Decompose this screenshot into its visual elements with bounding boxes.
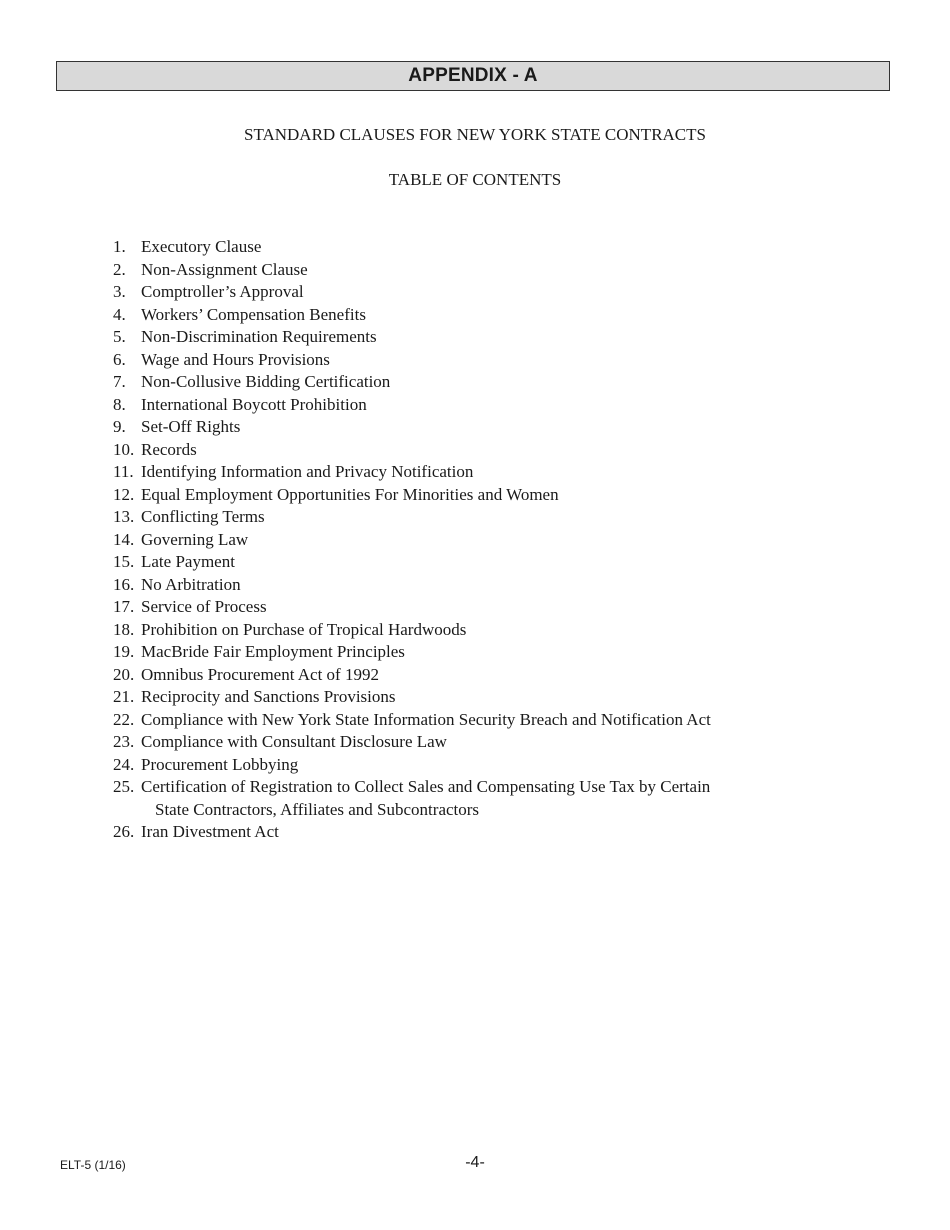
toc-item-label: Records xyxy=(141,439,197,459)
toc-item xyxy=(113,776,813,821)
toc-item-number: 21. xyxy=(113,687,135,706)
toc-item-number: 19. xyxy=(113,642,135,661)
toc-item-number: 15. xyxy=(113,552,135,571)
toc-item xyxy=(113,371,813,394)
toc-item-number: 22. xyxy=(113,709,135,729)
toc-item-label: Compliance with New York State Information Security Breach and Notification Act xyxy=(141,709,711,729)
toc-item-label: Non-Collusive Bidding Certification xyxy=(141,372,391,391)
toc-item-label: Workers’ Compensation Benefits xyxy=(141,304,366,324)
appendix-banner xyxy=(56,61,890,91)
toc-item-label: Identifying Information and Privacy Notification xyxy=(141,462,474,481)
toc-item xyxy=(113,574,813,597)
toc-item-number: 11. xyxy=(113,462,134,481)
toc-item-label: MacBride Fair Employment Principles xyxy=(141,642,405,661)
toc-item xyxy=(113,461,813,484)
toc-item-number: 14. xyxy=(113,529,135,549)
toc-item xyxy=(113,416,813,439)
toc-item-number: 5. xyxy=(113,327,126,346)
toc-item-number: 10. xyxy=(113,439,135,459)
toc-item-number: 17. xyxy=(113,597,135,616)
toc-item-label: Certification of Registration to Collect Sales and Compensating Use Tax by Certain xyxy=(141,777,711,796)
toc-item-label: Non-Assignment Clause xyxy=(141,259,308,279)
toc-item-label: Set-Off Rights xyxy=(141,417,241,436)
toc-item-number: 6. xyxy=(113,349,126,369)
toc-item xyxy=(113,259,813,282)
toc-item-number: 8. xyxy=(113,394,126,414)
toc-item-label: Procurement Lobbying xyxy=(141,754,299,774)
toc-item-text xyxy=(141,776,813,821)
toc-item-number: 24. xyxy=(113,754,135,774)
toc-item-number: 13. xyxy=(113,507,135,526)
toc-item-label: Omnibus Procurement Act of 1992 xyxy=(141,664,379,684)
toc-item-number: 7. xyxy=(113,372,126,391)
toc-item-number: 4. xyxy=(113,304,126,324)
page-number: -4- xyxy=(465,1154,485,1171)
toc-item xyxy=(113,686,813,709)
toc-item-label: Equal Employment Opportunities For Minorities and Women xyxy=(141,484,559,504)
toc-item-number: 16. xyxy=(113,574,135,594)
toc-item xyxy=(113,326,813,349)
toc-item xyxy=(113,439,813,462)
toc-item-number: 12. xyxy=(113,484,135,504)
toc-item xyxy=(113,551,813,574)
toc-item-number: 23. xyxy=(113,732,135,751)
toc-item-number: 1. xyxy=(113,237,126,256)
toc-item-label: Prohibition on Purchase of Tropical Hardwoods xyxy=(141,619,467,639)
toc-item-label: Service of Process xyxy=(141,597,267,616)
toc-item xyxy=(113,349,813,372)
appendix-title: APPENDIX - A xyxy=(408,65,538,86)
toc-item xyxy=(113,641,813,664)
toc-item-label: Non-Discrimination Requirements xyxy=(141,327,377,346)
document-title: STANDARD CLAUSES FOR NEW YORK STATE CONTRACTS xyxy=(244,125,706,144)
toc-item-number: 2. xyxy=(113,259,126,279)
toc-item xyxy=(113,754,813,777)
toc-item-number: 3. xyxy=(113,282,126,301)
toc-item-label: International Boycott Prohibition xyxy=(141,394,367,414)
toc-item xyxy=(113,304,813,327)
toc-item xyxy=(113,506,813,529)
toc-item-label: Wage and Hours Provisions xyxy=(141,349,330,369)
toc-item-label: Compliance with Consultant Disclosure Law xyxy=(141,732,447,751)
toc-item-label: Conflicting Terms xyxy=(141,507,265,526)
toc-item-label: Comptroller’s Approval xyxy=(141,282,304,301)
toc-item xyxy=(113,664,813,687)
toc-item xyxy=(113,529,813,552)
toc-item-label: Reciprocity and Sanctions Provisions xyxy=(141,687,396,706)
toc-item-label: Late Payment xyxy=(141,552,235,571)
toc-item xyxy=(113,596,813,619)
table-of-contents xyxy=(113,236,813,844)
toc-item-label: Iran Divestment Act xyxy=(141,822,279,841)
toc-item xyxy=(113,281,813,304)
form-id: ELT-5 (1/16) xyxy=(60,1158,126,1172)
toc-item-number: 18. xyxy=(113,619,135,639)
toc-item-label: No Arbitration xyxy=(141,574,241,594)
toc-item-number: 20. xyxy=(113,664,135,684)
toc-item-label: Governing Law xyxy=(141,529,249,549)
toc-item-continuation: State Contractors, Affiliates and Subcontractors xyxy=(155,799,480,819)
toc-heading: TABLE OF CONTENTS xyxy=(388,170,562,189)
toc-item xyxy=(113,731,813,754)
toc-item-number: 9. xyxy=(113,417,126,436)
toc-item xyxy=(113,394,813,417)
toc-item xyxy=(113,484,813,507)
toc-item-number: 26. xyxy=(113,822,135,841)
toc-item xyxy=(113,821,813,844)
toc-item-label: Executory Clause xyxy=(141,237,262,256)
toc-item xyxy=(113,619,813,642)
toc-item-number: 25. xyxy=(113,777,135,796)
toc-item xyxy=(113,236,813,259)
toc-item xyxy=(113,709,813,732)
